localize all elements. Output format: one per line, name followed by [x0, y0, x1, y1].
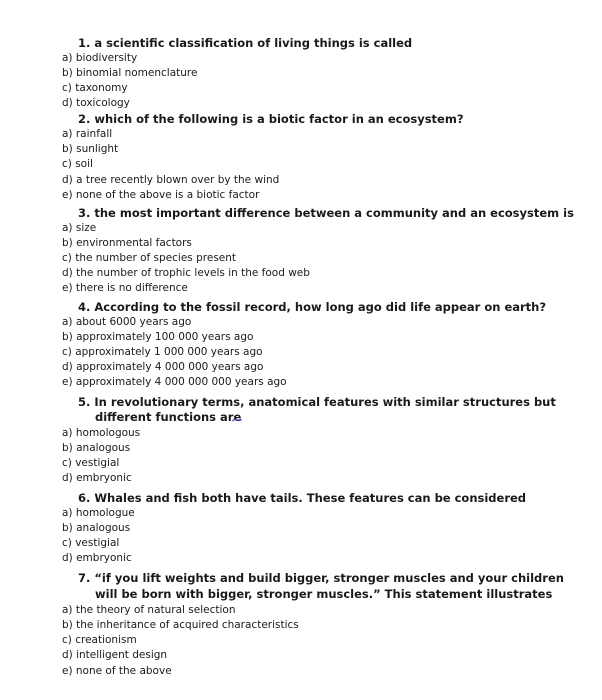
tilde-mark-icon [232, 418, 242, 422]
question-7-option-e: e) none of the above [62, 665, 172, 677]
question-7-option-b: b) the inheritance of acquired characteristics [62, 619, 299, 631]
question-1-option-d: d) toxicology [62, 97, 130, 109]
question-5-text-line-2: different functions are [95, 410, 242, 424]
question-3-option-c: c) the number of species present [62, 252, 237, 264]
question-5-option-c: c) vestigial [62, 457, 120, 469]
question-2-option-a: a) rainfall [62, 128, 113, 140]
question-5-text-line-1: 5. In revolutionary terms, anatomical features with similar structures but [78, 395, 556, 409]
question-7-text-line-1: 7. “if you lift weights and build bigger, stronger muscles and your children [78, 571, 564, 585]
question-7-text-line-2: will be born with bigger, stronger muscles.” This statement illustrates [95, 587, 553, 601]
question-5-option-d: d) embryonic [62, 472, 132, 484]
question-6-option-b: b) analogous [62, 522, 131, 534]
question-2-option-e: e) none of the above is a biotic factor [62, 189, 260, 201]
question-4-option-c: c) approximately 1 000 000 years ago [62, 346, 263, 358]
question-5-option-a: a) homologous [62, 427, 141, 439]
question-4-option-b: b) approximately 100 000 years ago [62, 331, 254, 343]
question-3-option-d: d) the number of trophic levels in the food web [62, 267, 310, 279]
question-3-option-b: b) environmental factors [62, 237, 192, 249]
question-4-option-d: d) approximately 4 000 000 years ago [62, 361, 264, 373]
question-2-option-b: b) sunlight [62, 143, 119, 155]
question-5-option-b: b) analogous [62, 442, 131, 454]
question-6-text: 6. Whales and fish both have tails. These features can be considered [78, 491, 527, 505]
question-3-option-a: a) size [62, 222, 97, 234]
question-2-text: 2. which of the following is a biotic factor in an ecosystem? [78, 112, 464, 126]
question-1-option-a: a) biodiversity [62, 52, 138, 64]
question-4-text: 4. According to the fossil record, how long ago did life appear on earth? [78, 300, 547, 314]
question-4-option-a: a) about 6000 years ago [62, 316, 192, 328]
question-6-option-d: d) embryonic [62, 552, 132, 564]
question-1-option-c: c) taxonomy [62, 82, 128, 94]
question-2-option-d: d) a tree recently blown over by the wind [62, 174, 280, 186]
question-1-text: 1. a scientific classification of living things is called [78, 36, 413, 50]
question-4-option-e: e) approximately 4 000 000 000 years ago [62, 376, 287, 388]
question-7-option-c: c) creationism [62, 634, 137, 646]
question-7-option-d: d) intelligent design [62, 649, 168, 661]
question-6-option-a: a) homologue [62, 507, 135, 519]
question-3-text: 3. the most important difference between a community and an ecosystem is [78, 206, 574, 220]
question-2-option-c: c) soil [62, 158, 93, 170]
question-3-option-e: e) there is no difference [62, 282, 188, 294]
question-6-option-c: c) vestigial [62, 537, 120, 549]
question-7-option-a: a) the theory of natural selection [62, 604, 236, 616]
question-1-option-b: b) binomial nomenclature [62, 67, 198, 79]
